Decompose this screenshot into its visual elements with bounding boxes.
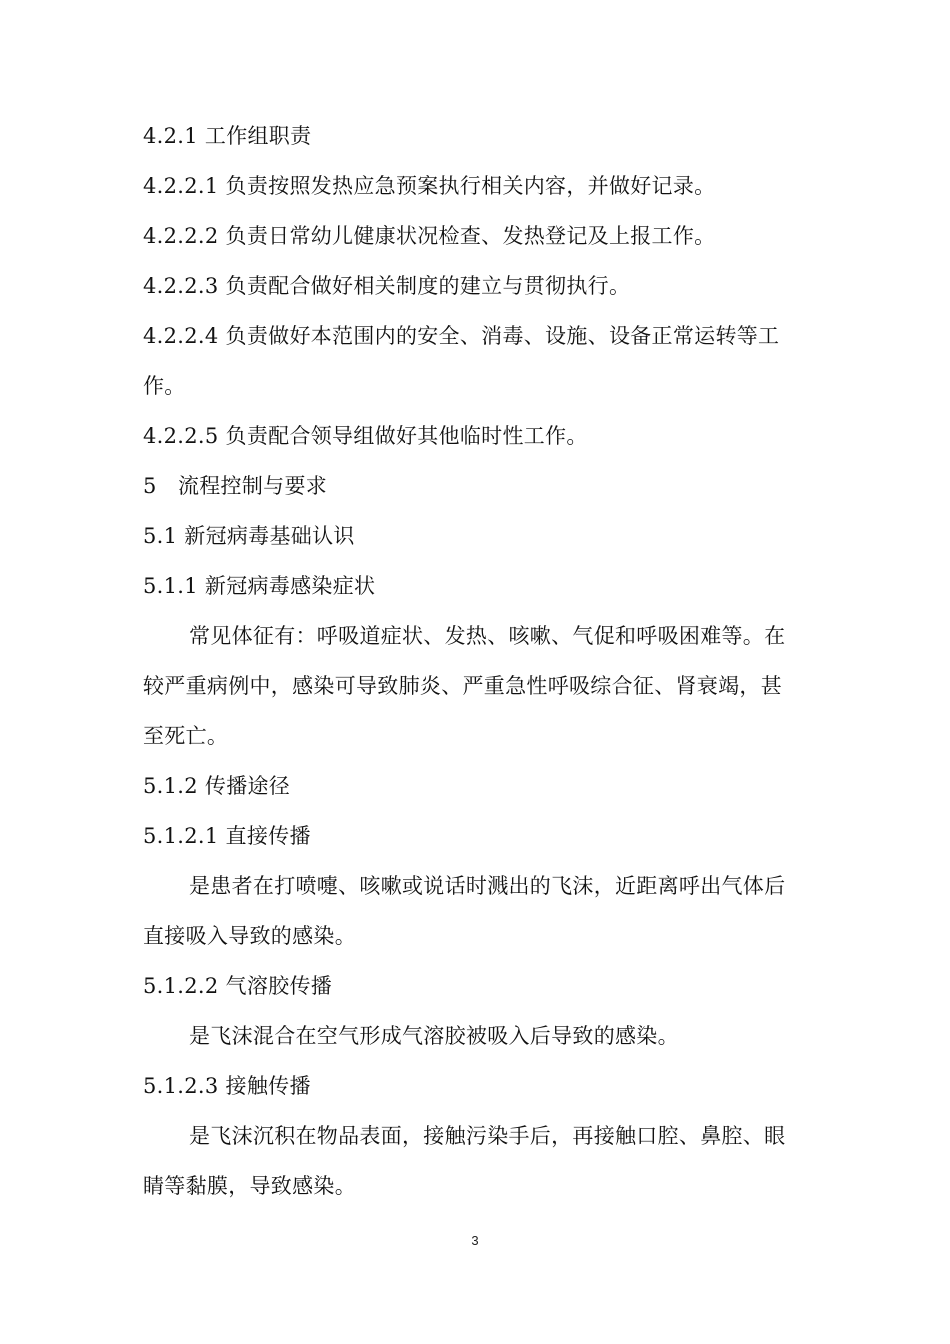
paragraph-contact-line-1: 是飞沫沉积在物品表面，接触污染手后，再接触口腔、鼻腔、眼 — [189, 1124, 786, 1148]
item-4-2-2-4-continued: 作。 — [143, 374, 186, 398]
paragraph-contact-line-2: 睛等黏膜，导致感染。 — [143, 1174, 356, 1198]
heading-5-1-2-1: 5.1.2.1 直接传播 — [143, 824, 311, 848]
paragraph-direct-line-2: 直接吸入导致的感染。 — [143, 924, 356, 948]
item-4-2-2-2: 4.2.2.2 负责日常幼儿健康状况检查、发热登记及上报工作。 — [143, 224, 716, 248]
paragraph-symptoms-line-3: 至死亡。 — [143, 724, 229, 748]
item-4-2-2-1: 4.2.2.1 负责按照发热应急预案执行相关内容，并做好记录。 — [143, 174, 716, 198]
paragraph-symptoms-line-1: 常见体征有：呼吸道症状、发热、咳嗽、气促和呼吸困难等。在 — [189, 624, 786, 648]
item-4-2-2-3: 4.2.2.3 负责配合做好相关制度的建立与贯彻执行。 — [143, 274, 631, 298]
heading-5-1: 5.1 新冠病毒基础认识 — [143, 524, 355, 548]
page-number: 3 — [471, 1233, 479, 1248]
heading-5-1-1: 5.1.1 新冠病毒感染症状 — [143, 574, 376, 598]
heading-4-2-1: 4.2.1 工作组职责 — [143, 124, 312, 148]
paragraph-symptoms-line-2: 较严重病例中，感染可导致肺炎、严重急性呼吸综合征、肾衰竭，甚 — [143, 674, 782, 698]
heading-5: 5 流程控制与要求 — [143, 474, 328, 498]
item-4-2-2-5: 4.2.2.5 负责配合领导组做好其他临时性工作。 — [143, 424, 588, 448]
paragraph-direct-line-1: 是患者在打喷嚏、咳嗽或说话时溅出的飞沫，近距离呼出气体后 — [189, 874, 786, 898]
heading-5-1-2-3: 5.1.2.3 接触传播 — [143, 1074, 311, 1098]
item-4-2-2-4: 4.2.2.4 负责做好本范围内的安全、消毒、设施、设备正常运转等工 — [143, 324, 780, 348]
heading-5-1-2-2: 5.1.2.2 气溶胶传播 — [143, 974, 333, 998]
heading-5-1-2: 5.1.2 传播途径 — [143, 774, 291, 798]
paragraph-aerosol: 是飞沫混合在空气形成气溶胶被吸入后导致的感染。 — [189, 1024, 679, 1048]
